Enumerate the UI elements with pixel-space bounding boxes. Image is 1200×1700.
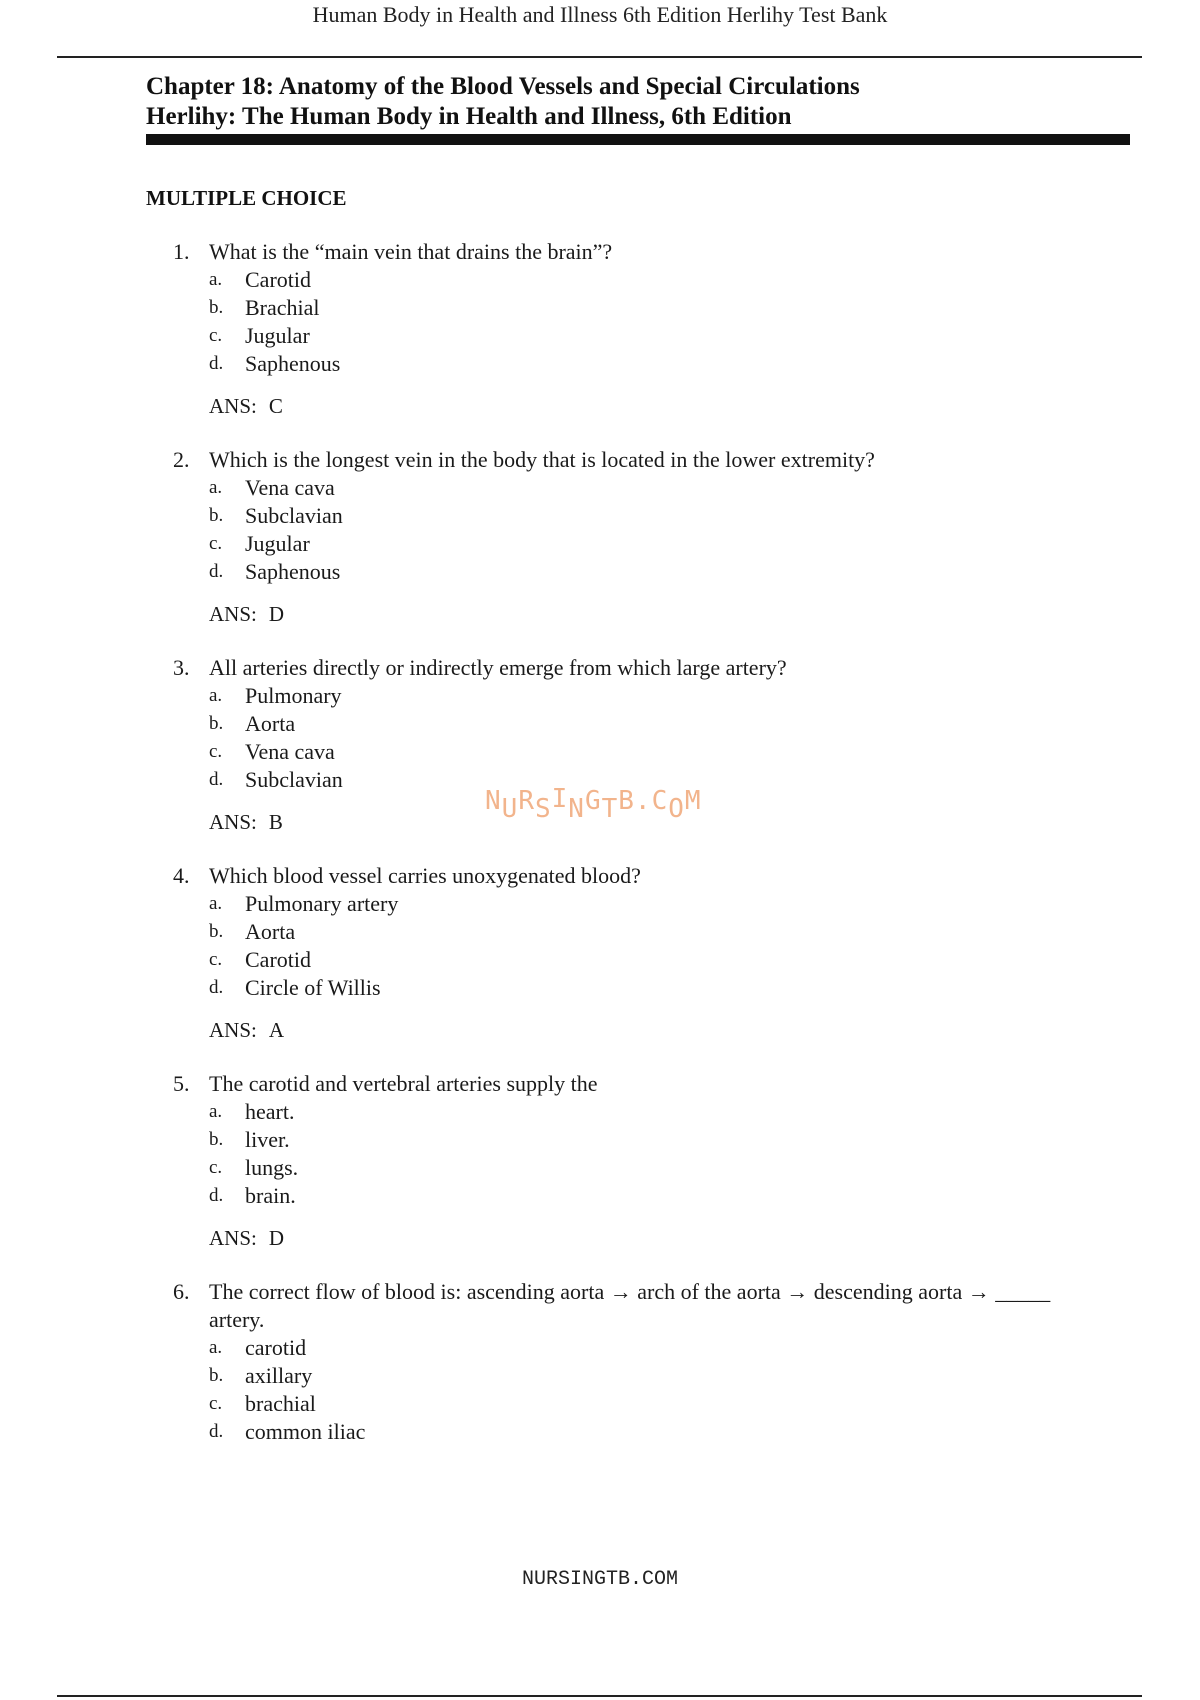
question-number: 4. bbox=[173, 863, 190, 888]
section-heading: MULTIPLE CHOICE bbox=[146, 186, 347, 210]
choice-a bbox=[0, 266, 1200, 294]
question-stem: Which blood vessel carries unoxygenated blood? bbox=[209, 863, 641, 888]
choice-text: Vena cava bbox=[245, 739, 335, 764]
question-stem: The carotid and vertebral arteries supply the bbox=[209, 1071, 598, 1096]
choice-b bbox=[0, 918, 1200, 946]
choice-text: Vena cava bbox=[245, 475, 335, 500]
choice-text: Brachial bbox=[245, 295, 320, 320]
choice-text: Subclavian bbox=[245, 503, 343, 528]
choice-letter: a. bbox=[209, 269, 223, 290]
choice-letter: b. bbox=[209, 1365, 224, 1386]
choice-a bbox=[0, 682, 1200, 710]
choice-b bbox=[0, 1362, 1200, 1390]
question-5 bbox=[0, 1070, 1200, 1252]
running-header: Human Body in Health and Illness 6th Edition Herlihy Test Bank bbox=[312, 2, 888, 27]
question-1 bbox=[0, 238, 1200, 420]
choice-text: Jugular bbox=[245, 323, 310, 348]
choice-a bbox=[0, 890, 1200, 918]
choice-letter: a. bbox=[209, 893, 223, 914]
choice-letter: c. bbox=[209, 533, 223, 554]
choice-letter: b. bbox=[209, 297, 224, 318]
answer-value: A bbox=[268, 1018, 285, 1042]
question-number: 5. bbox=[173, 1071, 190, 1096]
answer-line bbox=[0, 392, 1200, 420]
question-4 bbox=[0, 862, 1200, 1044]
choice-c bbox=[0, 946, 1200, 974]
answer-label: ANS: bbox=[209, 394, 257, 418]
chapter-subtitle: Herlihy: The Human Body in Health and Illness, 6th Edition bbox=[146, 103, 792, 130]
choice-letter: d. bbox=[209, 561, 224, 582]
question-stem: What is the “main vein that drains the brain”? bbox=[209, 239, 613, 264]
choice-letter: a. bbox=[209, 1337, 223, 1358]
choice-text: lungs. bbox=[245, 1155, 299, 1180]
choice-letter: d. bbox=[209, 1185, 224, 1206]
choice-b bbox=[0, 502, 1200, 530]
question-stem: All arteries directly or indirectly emerge from which large artery? bbox=[209, 655, 787, 680]
choice-letter: c. bbox=[209, 741, 223, 762]
choice-text: common iliac bbox=[245, 1419, 366, 1444]
choice-a bbox=[0, 1334, 1200, 1362]
choice-letter: c. bbox=[209, 1393, 223, 1414]
choice-text: Carotid bbox=[245, 947, 311, 972]
answer-label: ANS: bbox=[209, 1226, 257, 1250]
choice-text: Saphenous bbox=[245, 559, 341, 584]
choice-text: Aorta bbox=[245, 711, 296, 736]
choice-letter: b. bbox=[209, 713, 224, 734]
choice-text: liver. bbox=[245, 1127, 290, 1152]
choice-c bbox=[0, 322, 1200, 350]
question-stem: Which is the longest vein in the body that is located in the lower extremity? bbox=[209, 447, 875, 472]
choice-letter: c. bbox=[209, 325, 223, 346]
answer-line bbox=[0, 1224, 1200, 1252]
question-stem: The correct flow of blood is: ascending aorta → arch of the aorta → descending aorta → _____ artery. bbox=[209, 1279, 1051, 1332]
answer-line bbox=[0, 600, 1200, 628]
choice-text: Jugular bbox=[245, 531, 310, 556]
choice-text: axillary bbox=[245, 1363, 313, 1388]
choice-letter: a. bbox=[209, 1101, 223, 1122]
answer-label: ANS: bbox=[209, 810, 257, 834]
choice-b bbox=[0, 1126, 1200, 1154]
answer-value: D bbox=[268, 602, 285, 626]
choice-b bbox=[0, 710, 1200, 738]
header-rule bbox=[57, 56, 1142, 58]
choice-text: Aorta bbox=[245, 919, 296, 944]
answer-label: ANS: bbox=[209, 602, 257, 626]
choice-text: Carotid bbox=[245, 267, 311, 292]
question-number: 3. bbox=[173, 655, 190, 680]
question-number: 2. bbox=[173, 447, 190, 472]
chapter-heading bbox=[146, 72, 1130, 145]
choice-a bbox=[0, 1098, 1200, 1126]
choice-text: Saphenous bbox=[245, 351, 341, 376]
answer-value: D bbox=[268, 1226, 285, 1250]
choice-text: heart. bbox=[245, 1099, 295, 1124]
choice-letter: d. bbox=[209, 977, 224, 998]
choice-d bbox=[0, 350, 1200, 378]
choice-d bbox=[0, 1418, 1200, 1446]
question-2 bbox=[0, 446, 1200, 628]
question-number: 1. bbox=[173, 239, 190, 264]
choice-letter: d. bbox=[209, 769, 224, 790]
choice-letter: a. bbox=[209, 685, 223, 706]
choice-letter: a. bbox=[209, 477, 223, 498]
choice-c bbox=[0, 530, 1200, 558]
choice-letter: b. bbox=[209, 1129, 224, 1150]
choice-letter: d. bbox=[209, 1421, 224, 1442]
choice-letter: d. bbox=[209, 353, 224, 374]
choice-text: carotid bbox=[245, 1335, 307, 1360]
choice-d bbox=[0, 974, 1200, 1002]
answer-value: C bbox=[268, 394, 283, 418]
choice-text: brachial bbox=[245, 1391, 316, 1416]
choice-letter: c. bbox=[209, 1157, 223, 1178]
question-number: 6. bbox=[173, 1279, 190, 1304]
choice-text: Subclavian bbox=[245, 767, 343, 792]
chapter-rule bbox=[146, 134, 1130, 145]
choice-a bbox=[0, 474, 1200, 502]
footer-rule bbox=[57, 1695, 1142, 1697]
choice-letter: b. bbox=[209, 505, 224, 526]
question-list bbox=[0, 238, 1200, 1472]
choice-c bbox=[0, 1154, 1200, 1182]
watermark-logo: NURSINGTB.COM bbox=[485, 784, 702, 824]
choice-letter: c. bbox=[209, 949, 223, 970]
answer-value: B bbox=[268, 810, 283, 834]
footer-watermark: NURSINGTB.COM bbox=[521, 1568, 679, 1591]
choice-c bbox=[0, 1390, 1200, 1418]
choice-text: Circle of Willis bbox=[245, 975, 381, 1000]
choice-d bbox=[0, 558, 1200, 586]
question-6 bbox=[0, 1278, 1200, 1446]
chapter-title: Chapter 18: Anatomy of the Blood Vessels and Special Circulations bbox=[146, 73, 860, 100]
choice-letter: b. bbox=[209, 921, 224, 942]
choice-text: Pulmonary artery bbox=[245, 891, 399, 916]
choice-c bbox=[0, 738, 1200, 766]
answer-line bbox=[0, 1016, 1200, 1044]
choice-text: brain. bbox=[245, 1183, 296, 1208]
answer-label: ANS: bbox=[209, 1018, 257, 1042]
choice-d bbox=[0, 1182, 1200, 1210]
choice-b bbox=[0, 294, 1200, 322]
choice-text: Pulmonary bbox=[245, 683, 342, 708]
